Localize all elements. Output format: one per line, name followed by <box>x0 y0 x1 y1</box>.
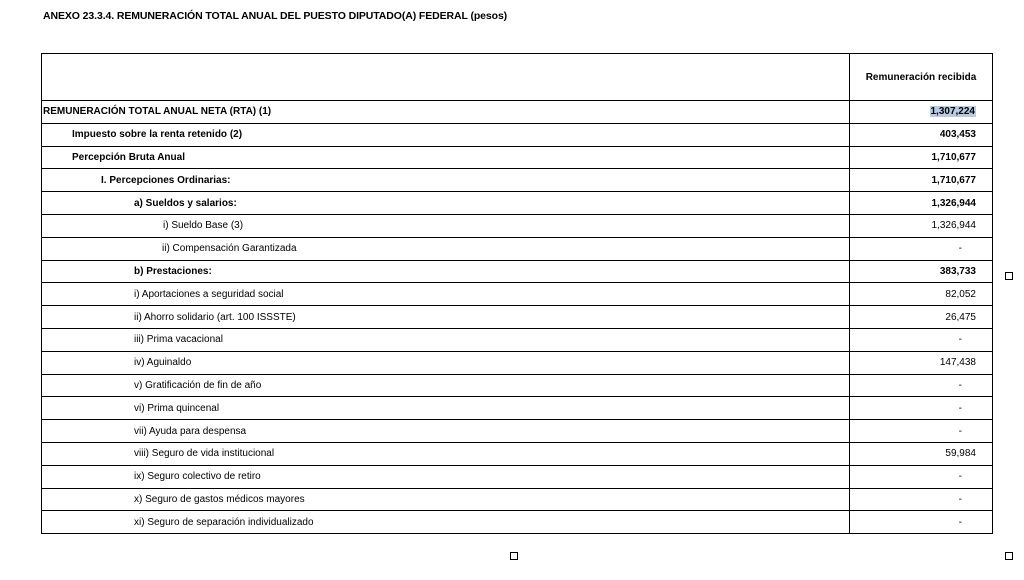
table-row <box>42 283 993 306</box>
row-label: x) Seguro de gastos médicos mayores <box>42 488 850 511</box>
row-value: 147,438 <box>850 351 993 374</box>
table-row-isr <box>42 123 993 146</box>
row-value: 59,984 <box>850 442 993 465</box>
row-label: i) Sueldo Base (3) <box>42 214 850 237</box>
row-label: a) Sueldos y salarios: <box>42 192 850 215</box>
row-label: xi) Seguro de separación individualizado <box>42 511 850 534</box>
row-value: 26,475 <box>850 306 993 329</box>
row-label: v) Gratificación de fin de año <box>42 374 850 397</box>
row-label: iv) Aguinaldo <box>42 351 850 374</box>
row-label: iii) Prima vacacional <box>42 328 850 351</box>
table-row <box>42 328 993 351</box>
row-label: vii) Ayuda para despensa <box>42 420 850 443</box>
row-value: 403,453 <box>850 123 993 146</box>
table-row <box>42 511 993 534</box>
row-label: ii) Ahorro solidario (art. 100 ISSSTE) <box>42 306 850 329</box>
row-value: - <box>850 420 993 443</box>
row-label: Impuesto sobre la renta retenido (2) <box>42 123 850 146</box>
table-row <box>42 306 993 329</box>
remuneration-table <box>41 53 993 534</box>
table-row <box>42 488 993 511</box>
document-title: ANEXO 23.3.4. REMUNERACIÓN TOTAL ANUAL DEL PUESTO DIPUTADO(A) FEDERAL (pesos) <box>43 10 508 22</box>
row-label: vi) Prima quincenal <box>42 397 850 420</box>
value-column-header: Remuneración recibida <box>850 54 993 101</box>
row-value: 1,710,677 <box>850 146 993 169</box>
row-value: - <box>850 397 993 420</box>
table-row <box>42 237 993 260</box>
row-label: REMUNERACIÓN TOTAL ANUAL NETA (RTA) (1) <box>42 101 850 124</box>
table-row-ordinary <box>42 169 993 192</box>
row-value: 1,326,944 <box>850 214 993 237</box>
row-label: I. Percepciones Ordinarias: <box>42 169 850 192</box>
concept-column-header <box>42 54 850 101</box>
selected-value[interactable]: 1,307,224 <box>930 106 975 118</box>
table-row <box>42 351 993 374</box>
row-value: - <box>850 374 993 397</box>
row-label: ix) Seguro colectivo de retiro <box>42 465 850 488</box>
table-row <box>42 214 993 237</box>
paragraph-marker-icon <box>1005 552 1013 560</box>
row-value-cell <box>850 101 993 124</box>
row-value: 1,326,944 <box>850 192 993 215</box>
table-row-salaries <box>42 192 993 215</box>
table-row-rta-net <box>42 101 993 124</box>
row-value: 383,733 <box>850 260 993 283</box>
row-value: - <box>850 237 993 260</box>
row-value: 1,710,677 <box>850 169 993 192</box>
row-value: - <box>850 488 993 511</box>
table-header-row <box>42 54 993 101</box>
row-value: - <box>850 511 993 534</box>
paragraph-marker-icon <box>1005 272 1013 280</box>
paragraph-marker-icon <box>510 552 518 560</box>
row-value: - <box>850 328 993 351</box>
table-row <box>42 442 993 465</box>
table-row <box>42 420 993 443</box>
row-label: i) Aportaciones a seguridad social <box>42 283 850 306</box>
table-row <box>42 465 993 488</box>
row-value: - <box>850 465 993 488</box>
row-label: ii) Compensación Garantizada <box>42 237 850 260</box>
row-label: viii) Seguro de vida institucional <box>42 442 850 465</box>
table-row <box>42 374 993 397</box>
row-value: 82,052 <box>850 283 993 306</box>
row-label: Percepción Bruta Anual <box>42 146 850 169</box>
row-label: b) Prestaciones: <box>42 260 850 283</box>
table-row-benefits <box>42 260 993 283</box>
table-row <box>42 397 993 420</box>
table-row-gross-annual <box>42 146 993 169</box>
